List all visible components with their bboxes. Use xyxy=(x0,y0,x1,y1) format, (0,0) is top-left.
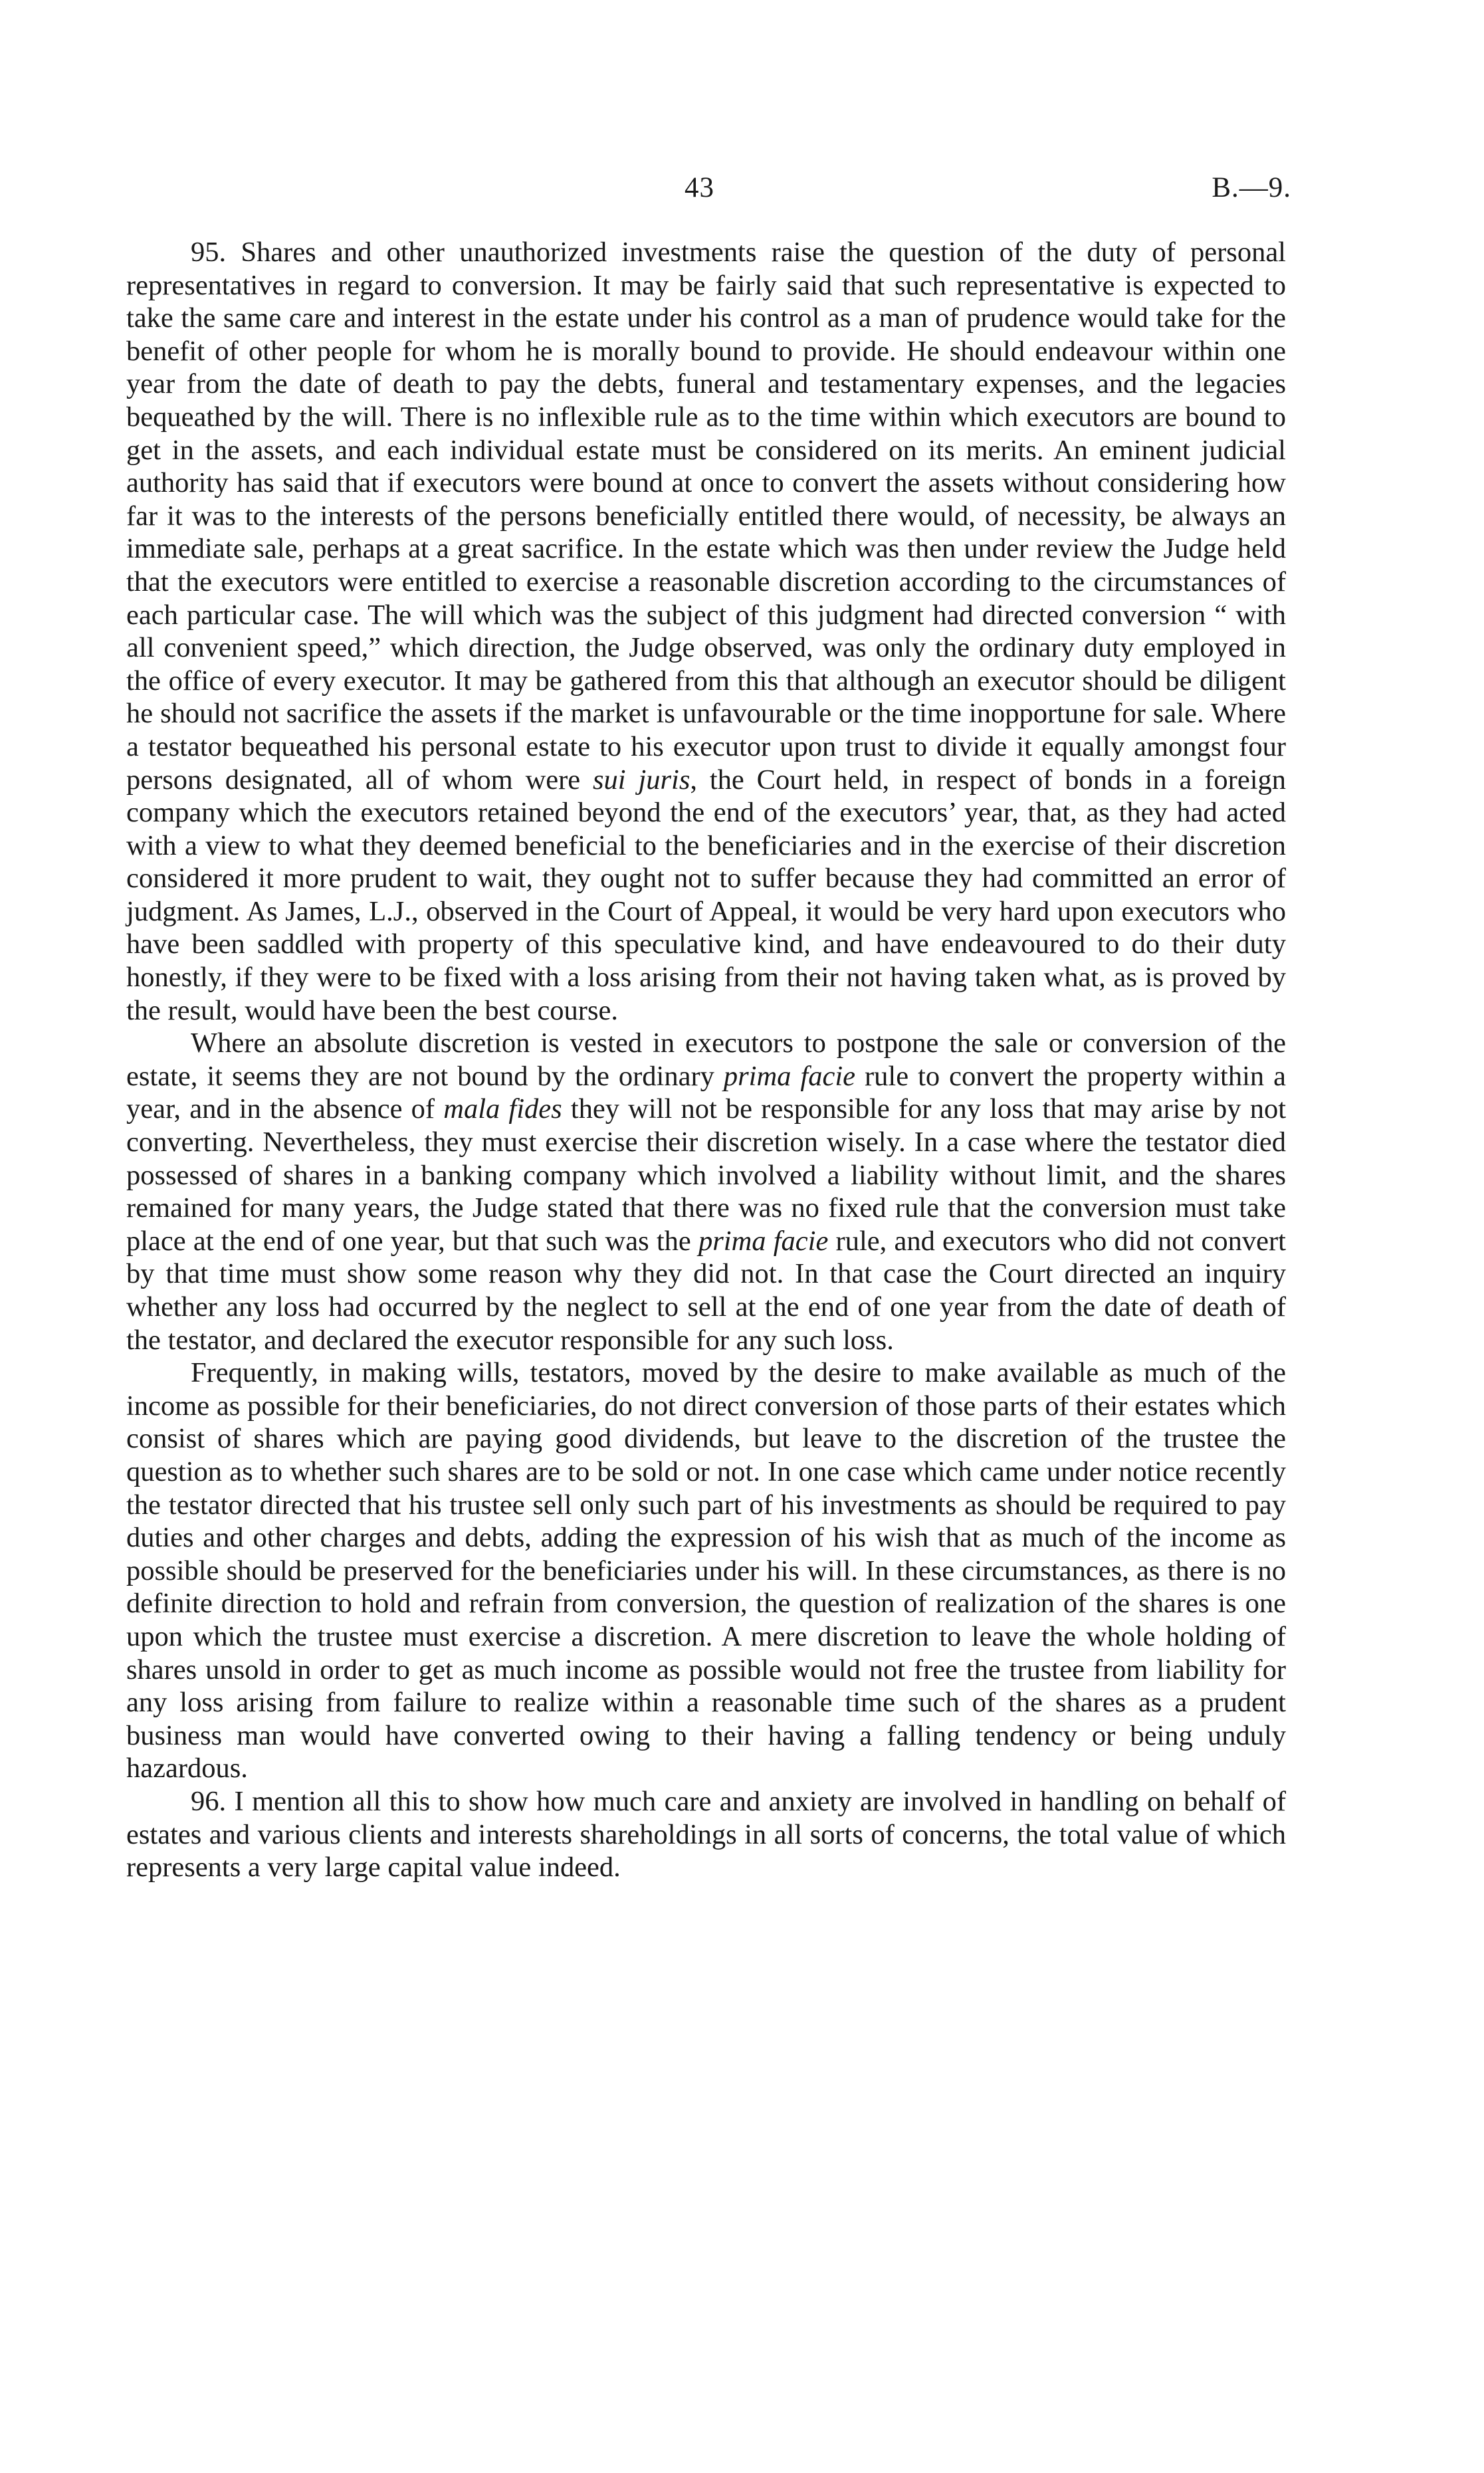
body-text xyxy=(126,236,1286,1884)
paragraph-95 xyxy=(126,236,1286,1027)
italic-term: sui juris xyxy=(593,764,690,796)
document-reference: B.—9. xyxy=(1212,172,1291,203)
text-segment: Frequently, in making wills, testators, moved by the desire to make available as much of the income as possible for their beneficiaries, do not direct conversion of those parts of their estates which consist of shares which are paying good dividends, but leave to the discretion of the trustee the question as to whether such shares are to be sold or not. In one case which came under notice recently the testator directed that his trustee sell only such part of his investments as should be required to pay duties and other charges and debts, adding the expression of his wish that as much of the income as possible should be preserved for the beneficiaries under his will. In these circumstances, as there is no definite direction to hold and refrain from conversion, the question of realization of the shares is one upon which the trustee must exercise a discretion. A mere discretion to leave the whole holding of shares unsold in order to get as much income as possible would not free the trustee from liability for any loss arising from failure to realize within a reasonable time such of the shares as a prudent business man would have converted owing to their having a falling tendency or being unduly hazardous. xyxy=(126,1357,1286,1784)
text-segment: rule to convert the property within a year, and in the absence of xyxy=(126,1060,1286,1125)
page-number: 43 xyxy=(685,172,714,203)
paragraph-number: 96. xyxy=(191,1785,227,1817)
text-segment: , the Court held, in respect of bonds in a foreign company which the executors retained beyond the end of the executors’ year, that, as they had acted with a view to what they deemed beneficial to the beneficiaries and in the exercise of their discretion considered it more prudent to wait, they ought not to suffer because they had committed an error of judgment. As James, L.J., observed in the Court of Appeal, it would be very hard upon executors who have been saddled with property of this speculative kind, and have endeavoured to do their duty honestly, if they were to be fixed with a loss arising from their not having taken what, as is proved by the result, would have been the best course. xyxy=(126,764,1286,1026)
text-segment: rule, and executors who did not convert by that time must show some reason why they did not. In that case the Court directed an inquiry whether any loss had occurred by the neglect to sell at the end of one year from the date of death of the testator, and declared the executor responsible for any such loss. xyxy=(126,1225,1286,1356)
italic-term: prima facie xyxy=(723,1060,856,1092)
text-segment: I mention all this to show how much care and anxiety are involved in handling on behalf of estates and various clients and interests shareholdings in all sorts of concerns, the total value of which represents a very large capital value indeed. xyxy=(126,1785,1286,1883)
italic-term: prima facie xyxy=(698,1225,829,1257)
text-segment: Where an absolute discretion is vested in executors to postpone the sale or conversion of the estate, it seems they are not bound by the ordinary xyxy=(126,1027,1286,1092)
paragraph-96 xyxy=(126,1785,1286,1884)
paragraph-number: 95. xyxy=(191,237,227,268)
text-segment: Shares and other unauthorized investments raise the question of the duty of personal representatives in regard to conversion. It may be fairly said that such representative is expected to take the same care and interest in the estate under his control as a man of prudence would take for the benefit of other people for whom he is morally bound to provide. He should endeavour within one year from the date of death to pay the debts, funeral and testamentary expenses, and the legacies bequeathed by the will. There is no inflexible rule as to the time within which executors are bound to get in the assets, and each individual estate must be considered on its merits. An eminent judicial authority has said that if executors were bound at once to convert the assets without considering how far it was to the interests of the persons beneficially entitled there would, of necessity, be always an immediate sale, perhaps at a great sacrifice. In the estate which was then under review the Judge held that the executors were entitled to exercise a reasonable discretion according to the circumstances of each particular case. The will which was the subject of this judgment had directed conversion “ with all convenient speed,” which direction, the Judge observed, was only the ordinary duty employed in the office of every executor. It may be gathered from this that although an executor should be diligent he should not sacrifice the assets if the market is unfavourable or the time inopportune for sale. Where a testator bequeathed his personal estate to his executor upon trust to divide it equally amongst four persons designated, all of whom were xyxy=(126,237,1286,796)
text-segment: they will not be responsible for any loss that may arise by not converting. Nevertheless, they must exercise their discretion wisely. In a case where the testator died possessed of shares in a banking company which involved a liability without limit, and the shares remained for many years, the Judge stated that there was no fixed rule that the conversion must take place at the end of one year, but that such was the xyxy=(126,1093,1287,1257)
paragraph-absolute-discretion xyxy=(126,1027,1286,1356)
italic-term: mala fides xyxy=(443,1093,562,1125)
page-header xyxy=(0,171,1484,211)
paragraph-frequently xyxy=(126,1356,1286,1785)
